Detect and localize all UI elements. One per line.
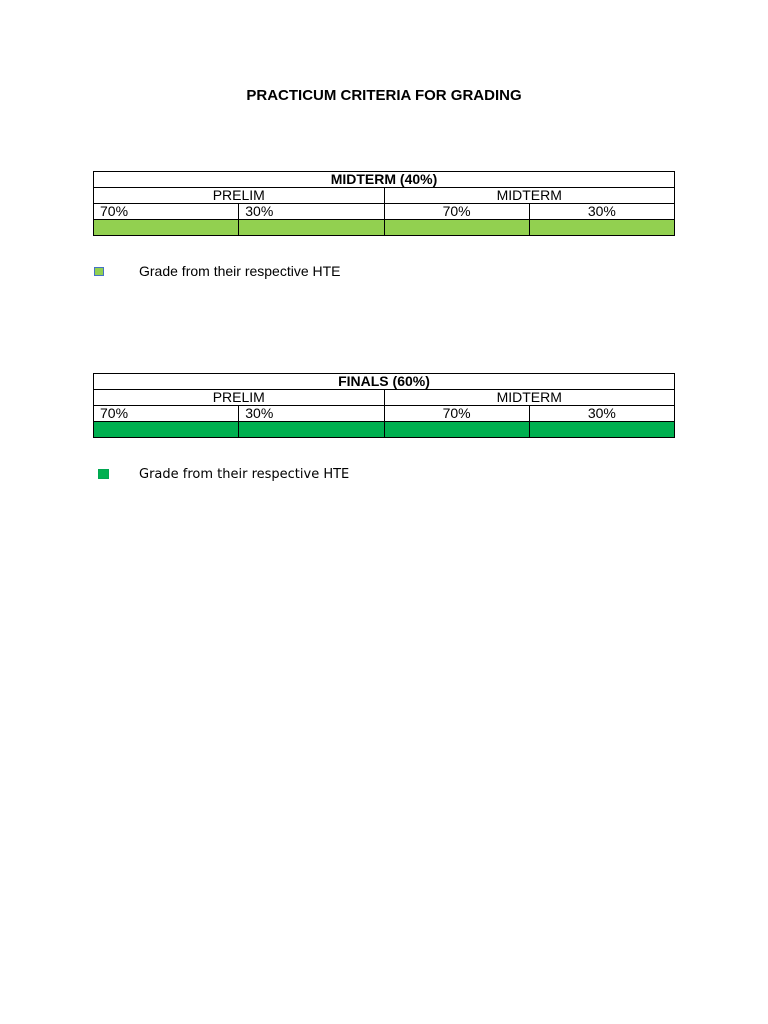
percentage-cell: 30% bbox=[529, 406, 674, 422]
percentage-cell: 70% bbox=[384, 204, 529, 220]
group-row bbox=[94, 390, 675, 406]
percentage-cell: 70% bbox=[94, 204, 239, 220]
percentage-cell: 70% bbox=[94, 406, 239, 422]
grade-fill-cell bbox=[239, 220, 384, 236]
percentage-row bbox=[94, 406, 675, 422]
grade-fill-cell bbox=[529, 220, 674, 236]
grade-fill-row bbox=[94, 220, 675, 236]
percentage-cell: 30% bbox=[239, 406, 384, 422]
percentage-cell: 30% bbox=[529, 204, 674, 220]
legend-swatch bbox=[98, 469, 109, 479]
percentage-cell: 30% bbox=[239, 204, 384, 220]
legend bbox=[98, 465, 350, 483]
grade-fill-cell bbox=[384, 422, 529, 438]
grade-fill-cell bbox=[529, 422, 674, 438]
legend bbox=[94, 262, 341, 280]
table-header: FINALS (60%) bbox=[94, 374, 675, 390]
legend-label: Grade from their respective HTE bbox=[139, 466, 350, 482]
table-header: MIDTERM (40%) bbox=[94, 172, 675, 188]
group-prelim: PRELIM bbox=[94, 188, 385, 204]
percentage-row bbox=[94, 204, 675, 220]
midterm-criteria-table bbox=[93, 171, 675, 236]
group-row bbox=[94, 188, 675, 204]
legend-swatch bbox=[94, 267, 104, 276]
grade-fill-cell bbox=[384, 220, 529, 236]
grade-fill-cell bbox=[94, 220, 239, 236]
table-header-row bbox=[94, 374, 675, 390]
finals-criteria-table bbox=[93, 373, 675, 438]
grade-fill-row bbox=[94, 422, 675, 438]
table-header-row bbox=[94, 172, 675, 188]
group-midterm: MIDTERM bbox=[384, 188, 675, 204]
group-prelim: PRELIM bbox=[94, 390, 385, 406]
grade-fill-cell bbox=[94, 422, 239, 438]
percentage-cell: 70% bbox=[384, 406, 529, 422]
grade-fill-cell bbox=[239, 422, 384, 438]
legend-label: Grade from their respective HTE bbox=[139, 263, 341, 279]
page-title: PRACTICUM CRITERIA FOR GRADING bbox=[246, 87, 522, 104]
group-midterm: MIDTERM bbox=[384, 390, 675, 406]
